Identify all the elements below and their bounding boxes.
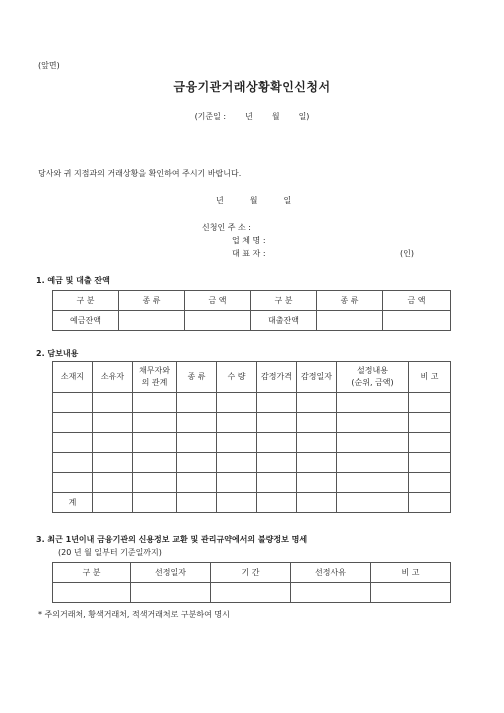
page-title: 금융기관거래상황확인신청서: [173, 80, 331, 94]
header-appraisal-date: 감정일자: [297, 362, 337, 393]
loan-amount-cell[interactable]: [383, 311, 451, 331]
cell[interactable]: [53, 413, 93, 433]
cell[interactable]: [409, 393, 451, 413]
base-date-year: 년: [245, 112, 253, 121]
application-day: 일: [283, 196, 292, 205]
cell[interactable]: [93, 453, 133, 473]
cell[interactable]: [257, 433, 297, 453]
header-selection-reason: 선정사유: [291, 563, 371, 583]
cell[interactable]: [257, 413, 297, 433]
cell[interactable]: [133, 493, 177, 513]
applicant-company-label: 업 체 명 :: [232, 236, 266, 245]
header-owner: 소유자: [93, 362, 133, 393]
cell[interactable]: [177, 433, 217, 453]
cell[interactable]: [217, 393, 257, 413]
cell[interactable]: [177, 393, 217, 413]
collateral-row: [53, 393, 451, 413]
cell[interactable]: [409, 453, 451, 473]
cell[interactable]: [177, 453, 217, 473]
application-month: 월: [249, 196, 258, 205]
header-remarks: 비 고: [409, 362, 451, 393]
balance-header-row: [53, 291, 451, 311]
cell[interactable]: [217, 413, 257, 433]
header-type: 종 류: [317, 291, 383, 311]
applicant-address-label: 신청인 주 소 :: [202, 223, 251, 232]
cell[interactable]: [133, 413, 177, 433]
cell[interactable]: [93, 413, 133, 433]
section1-title: 1. 예금 및 대출 잔액: [36, 276, 110, 285]
header-selection-date: 선정일자: [131, 563, 211, 583]
cell[interactable]: [337, 433, 409, 453]
applicant-rep-label: 대 표 자 :: [232, 249, 266, 258]
footnote: * 주의거래처, 황색거래처, 적색거래처로 구분하여 명시: [38, 610, 230, 619]
cell[interactable]: [53, 583, 131, 603]
loan-type-cell[interactable]: [317, 311, 383, 331]
collateral-row: [53, 433, 451, 453]
header-kind: 종 류: [177, 362, 217, 393]
header-remarks: 비 고: [371, 563, 451, 583]
cell[interactable]: [53, 473, 93, 493]
cell[interactable]: [133, 453, 177, 473]
section3-title: 3. 최근 1년이내 금융기관의 신용정보 교환 및 관리규약에서의 불량정보 명세: [36, 535, 308, 544]
header-appraisal-price: 감정가격: [257, 362, 297, 393]
cell[interactable]: [93, 393, 133, 413]
header-setting: 설정내용 (순위, 금액): [337, 362, 409, 393]
header-relation: 채무자와 의 관계: [133, 362, 177, 393]
header-category: 구 분: [53, 563, 131, 583]
cell[interactable]: [257, 473, 297, 493]
cell[interactable]: [177, 473, 217, 493]
cell[interactable]: [133, 433, 177, 453]
cell[interactable]: [337, 453, 409, 473]
cell[interactable]: [297, 433, 337, 453]
cell[interactable]: [217, 473, 257, 493]
cell[interactable]: [257, 493, 297, 513]
cell[interactable]: [337, 393, 409, 413]
header-category: 구 분: [251, 291, 317, 311]
cell[interactable]: [53, 393, 93, 413]
cell[interactable]: [177, 413, 217, 433]
cell[interactable]: [217, 453, 257, 473]
header-amount: 금 액: [383, 291, 451, 311]
cell[interactable]: [177, 493, 217, 513]
cell[interactable]: [409, 473, 451, 493]
cell[interactable]: [297, 413, 337, 433]
deposit-amount-cell[interactable]: [185, 311, 251, 331]
cell[interactable]: [257, 393, 297, 413]
side-label: (앞면): [38, 61, 60, 70]
cell[interactable]: [291, 583, 371, 603]
bad-info-header-row: [53, 563, 451, 583]
collateral-table: [52, 361, 451, 513]
cell[interactable]: [133, 473, 177, 493]
application-date: [216, 195, 317, 206]
total-label: 계: [53, 493, 93, 513]
seal-mark: (인): [400, 249, 414, 258]
cell[interactable]: [93, 433, 133, 453]
collateral-header-row: [53, 362, 451, 393]
collateral-total-row: [53, 493, 451, 513]
section3-subtitle: (20 년 월 일부터 기준일까지): [58, 548, 162, 557]
cell[interactable]: [409, 413, 451, 433]
header-location: 소재지: [53, 362, 93, 393]
header-amount: 금 액: [185, 291, 251, 311]
collateral-row: [53, 453, 451, 473]
cell[interactable]: [217, 433, 257, 453]
cell[interactable]: [409, 493, 451, 513]
collateral-row: [53, 473, 451, 493]
balance-table: [52, 290, 451, 331]
header-category: 구 분: [53, 291, 119, 311]
cell[interactable]: [297, 473, 337, 493]
cell[interactable]: [217, 493, 257, 513]
section2-title: 2. 담보내용: [36, 349, 79, 358]
application-year: 년: [216, 196, 224, 205]
bad-info-row: [53, 583, 451, 603]
header-quantity: 수 량: [217, 362, 257, 393]
cell[interactable]: [211, 583, 291, 603]
cell[interactable]: [53, 453, 93, 473]
request-text: 당사와 귀 지점과의 거래상황을 확인하여 주시기 바랍니다.: [38, 169, 242, 178]
cell[interactable]: [297, 453, 337, 473]
header-type: 종 류: [119, 291, 185, 311]
cell[interactable]: [93, 473, 133, 493]
base-date-line: [0, 111, 504, 122]
cell[interactable]: [133, 393, 177, 413]
cell[interactable]: [337, 413, 409, 433]
cell[interactable]: [297, 393, 337, 413]
bad-info-table: [52, 562, 451, 603]
base-date-day: 일): [298, 112, 310, 121]
balance-row: [53, 311, 451, 331]
cell[interactable]: [93, 493, 133, 513]
deposit-balance-label: 예금잔액: [53, 311, 119, 331]
cell[interactable]: [131, 583, 211, 603]
base-date-label: (기준일 :: [194, 112, 227, 121]
cell[interactable]: [297, 493, 337, 513]
cell[interactable]: [409, 433, 451, 453]
base-date-month: 월: [271, 112, 280, 121]
cell[interactable]: [337, 473, 409, 493]
collateral-row: [53, 413, 451, 433]
deposit-type-cell[interactable]: [119, 311, 185, 331]
loan-balance-label: 대출잔액: [251, 311, 317, 331]
header-period: 기 간: [211, 563, 291, 583]
cell[interactable]: [337, 493, 409, 513]
cell[interactable]: [371, 583, 451, 603]
cell[interactable]: [53, 433, 93, 453]
cell[interactable]: [257, 453, 297, 473]
